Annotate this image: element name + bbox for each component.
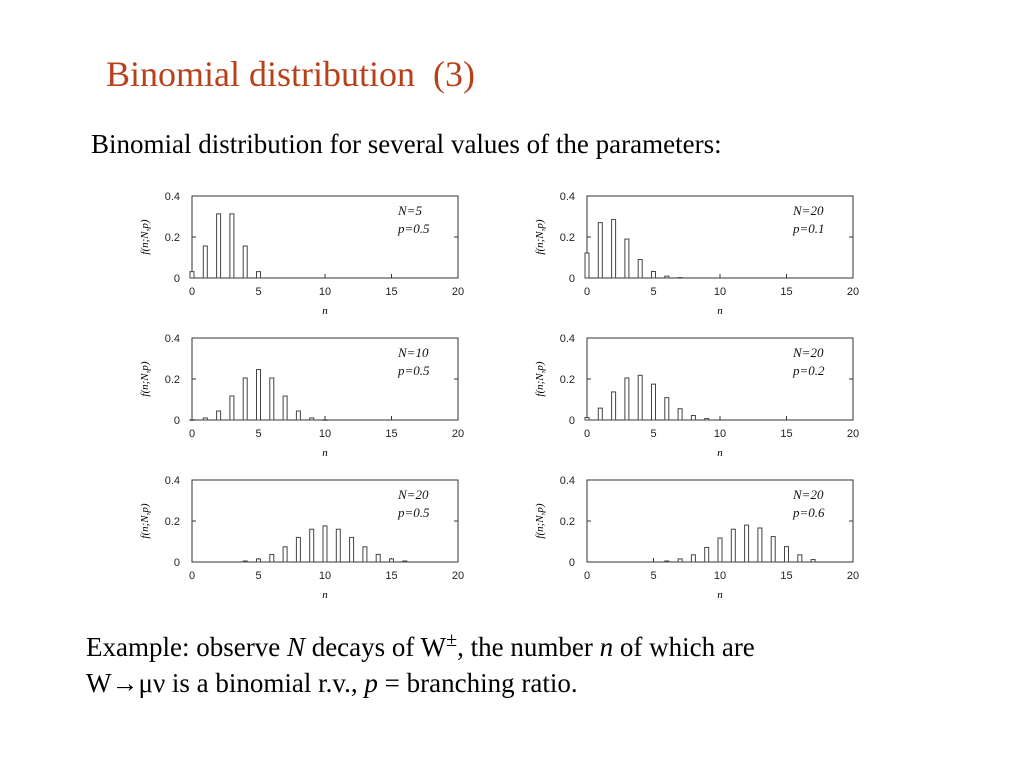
bar [612,392,616,420]
x-tick-label: 20 [451,286,465,298]
bar [665,398,669,420]
y-axis-label: f(n;N,p) [139,503,151,539]
bar [230,214,234,278]
bar [323,420,327,421]
x-axis-label: n [717,305,723,317]
bar [257,370,261,420]
example-text-segment: W→μν is a binomial r.v., [86,668,365,698]
x-tick-label: 5 [650,428,657,440]
x-tick-label: 10 [713,428,727,440]
annotation-N: N=20 [398,487,429,502]
x-axis-label: n [322,447,328,459]
bar [310,529,314,562]
y-tick-label: 0 [173,273,180,285]
x-tick-label: 5 [255,570,262,582]
slide-title: Binomial distribution (3) [106,54,475,94]
bar [203,246,207,278]
chart-svg [120,322,490,462]
bar [217,411,221,420]
x-tick-label: 20 [451,570,465,582]
bar [612,220,616,278]
chart-svg [515,464,885,604]
x-tick-label: 10 [318,286,332,298]
y-tick-label: 0.4 [164,475,180,487]
chart-svg [515,322,885,462]
bar [665,276,669,278]
annotation-p: p=0.2 [793,363,825,378]
x-tick-label: 0 [583,570,591,582]
y-tick-label: 0 [173,415,180,427]
bar [283,547,287,562]
x-axis-label: n [717,447,723,459]
bar [376,554,380,562]
example-var-N: N [286,632,305,662]
bar [638,260,642,278]
x-tick-label: 0 [188,570,196,582]
y-axis-label: f(n;N,p) [534,361,546,397]
example-var-p: p [364,668,378,698]
y-tick-label: 0.4 [164,333,180,345]
x-tick-label: 10 [713,570,727,582]
bar [403,561,407,562]
example-text-segment: Example: observe [86,632,287,662]
example-plus-minus: ± [446,629,458,651]
bar [336,529,340,562]
bar [678,278,682,279]
x-tick-label: 20 [846,286,860,298]
y-tick-label: 0 [173,557,180,569]
example-text-segment: , the number [457,632,600,662]
y-tick-label: 0.2 [164,374,180,386]
y-axis-label: f(n;N,p) [139,219,151,255]
annotation-p: p=0.1 [793,221,825,236]
x-tick-label: 15 [780,570,793,582]
chart-n20-p01 [515,180,885,320]
intro-text: Binomial distribution for several values of the parameters: [91,129,722,159]
example-line-2 [86,665,755,701]
y-tick-label: 0.2 [559,232,575,244]
example-text [86,622,755,701]
bar [243,378,247,420]
bar [758,528,762,562]
x-tick-label: 0 [583,428,591,440]
bar [296,411,300,420]
x-tick-label: 15 [780,286,793,298]
bar [585,253,589,278]
y-tick-label: 0.2 [164,232,180,244]
y-axis-label: f(n;N,p) [534,503,546,539]
chart-svg [120,180,490,320]
bar [705,547,709,562]
bar [625,378,629,420]
bar [625,239,629,278]
chart-svg [515,180,885,320]
bar [798,555,802,562]
x-tick-label: 5 [255,286,262,298]
bar [203,418,207,420]
y-tick-label: 0 [568,557,575,569]
bar [638,375,642,420]
bar [718,538,722,562]
bar [678,409,682,420]
y-tick-label: 0.4 [559,333,575,345]
bar [243,246,247,278]
bar [691,555,695,562]
bar [296,537,300,562]
bar [270,554,274,562]
annotation-N: N=10 [398,345,429,360]
bar [257,559,261,562]
chart-svg [120,464,490,604]
x-tick-label: 15 [780,428,793,440]
y-tick-label: 0.2 [559,374,575,386]
bar [678,559,682,562]
bar [243,561,247,562]
chart-n20-p06 [515,464,885,604]
bar [230,396,234,420]
bar [745,525,749,562]
bar [665,561,669,562]
y-tick-label: 0 [568,273,575,285]
annotation-N: N=20 [793,203,824,218]
annotation-N: N=5 [398,203,422,218]
chart-n20-p05 [120,464,490,604]
bar [598,408,602,420]
y-axis-label: f(n;N,p) [534,219,546,255]
bar [771,537,775,562]
bar [217,214,221,278]
bar [691,415,695,420]
x-axis-label: n [322,305,328,317]
x-tick-label: 5 [255,428,262,440]
x-tick-label: 10 [713,286,727,298]
chart-n20-p02 [515,322,885,462]
x-tick-label: 10 [318,428,332,440]
y-tick-label: 0 [568,415,575,427]
bar [652,271,656,278]
annotation-N: N=20 [793,345,824,360]
y-axis-label: f(n;N,p) [139,361,151,397]
annotation-p: p=0.5 [398,363,430,378]
bar [323,526,327,562]
annotation-p: p=0.5 [398,221,430,236]
x-axis-label: n [322,589,328,601]
bar [785,547,789,562]
y-tick-label: 0.2 [164,516,180,528]
bar [257,272,261,278]
example-text-segment: of which are [613,632,755,662]
x-tick-label: 5 [650,570,657,582]
bar [270,378,274,420]
y-tick-label: 0.2 [559,516,575,528]
bar [811,560,815,562]
chart-n5-p05 [120,180,490,320]
x-tick-label: 5 [650,286,657,298]
x-tick-label: 15 [385,428,398,440]
chart-n10-p05 [120,322,490,462]
y-tick-label: 0.4 [559,191,575,203]
bar [705,419,709,420]
bar [310,418,314,420]
annotation-N: N=20 [793,487,824,502]
example-line-1 [86,622,755,665]
x-tick-label: 20 [846,570,860,582]
bar [731,529,735,562]
x-tick-label: 0 [188,428,196,440]
example-text-segment: = branching ratio. [377,668,578,698]
x-tick-label: 10 [318,570,332,582]
x-tick-label: 20 [451,428,465,440]
y-tick-label: 0.4 [164,191,180,203]
x-tick-label: 15 [385,570,398,582]
bar [190,272,194,278]
example-text-segment: decays of W [304,632,447,662]
bar [350,537,354,562]
x-tick-label: 20 [846,428,860,440]
bar [363,547,367,562]
x-tick-label: 0 [583,286,591,298]
bar [283,396,287,420]
x-tick-label: 15 [385,286,398,298]
y-tick-label: 0.4 [559,475,575,487]
x-tick-label: 0 [188,286,196,298]
x-axis-label: n [717,589,723,601]
example-var-n: n [599,632,614,662]
bar [190,420,194,421]
bar [585,418,589,420]
annotation-p: p=0.5 [398,505,430,520]
bar [598,223,602,278]
annotation-p: p=0.6 [793,505,825,520]
bar [390,559,394,562]
bar [652,384,656,420]
